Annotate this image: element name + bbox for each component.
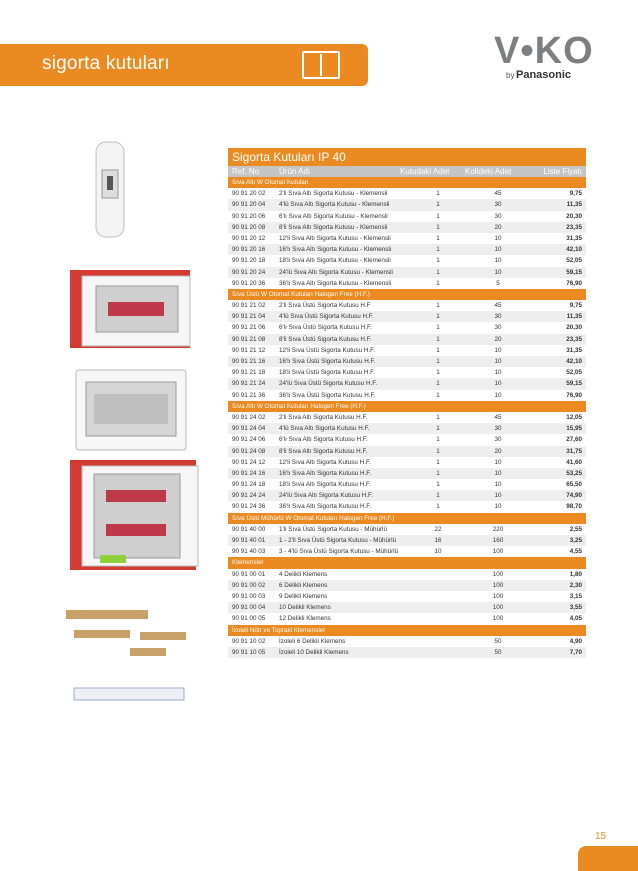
table-row xyxy=(228,345,586,356)
cell-name: 16'lı Sıva Altı Sigorta Kutusu - Klemensli xyxy=(279,246,392,254)
cell-colis-qty: 10 xyxy=(494,458,502,466)
table-row xyxy=(228,434,586,445)
cell-ref: 90 91 24 18 xyxy=(232,481,266,489)
cell-colis-qty: 30 xyxy=(494,201,502,209)
table-row xyxy=(228,367,586,378)
cell-box-qty: 1 xyxy=(436,481,440,489)
cell-ref: 90 91 21 08 xyxy=(232,335,266,343)
cell-price: 3,15 xyxy=(569,592,582,600)
cell-ref: 90 91 21 12 xyxy=(232,346,266,354)
cell-ref: 90 91 00 03 xyxy=(232,592,266,600)
table-row xyxy=(228,222,586,233)
section-header: Sıva Altı W Otomat Kutuları xyxy=(228,177,586,188)
cell-name: 18'li Sıva Altı Sigorta Kutusu - Klemensli xyxy=(279,257,391,265)
cell-box-qty: 1 xyxy=(436,346,440,354)
cell-name: 1'li Sıva Üstü Sigorta Kutusu - Mühürlü xyxy=(279,525,387,533)
cell-colis-qty: 220 xyxy=(492,525,504,533)
column-box-qty: Kutudaki Adet xyxy=(400,167,450,176)
cell-box-qty: 1 xyxy=(436,279,440,287)
table-row xyxy=(228,591,586,602)
cell-name: 1 - 2'li Sıva Üstü Sigorta Kutusu - Mühürlü xyxy=(279,537,397,544)
cell-price: 4,55 xyxy=(569,548,582,556)
table-row xyxy=(228,188,586,199)
table-row xyxy=(228,479,586,490)
cell-ref: 90 91 21 04 xyxy=(232,313,266,321)
table-header xyxy=(228,166,586,177)
cell-colis-qty: 100 xyxy=(492,592,504,600)
cell-box-qty: 22 xyxy=(434,525,442,533)
cell-ref: 90 91 24 04 xyxy=(232,425,266,433)
table-row xyxy=(228,267,586,278)
cell-ref: 90 91 24 12 xyxy=(232,458,266,466)
cell-ref: 90 91 40 00 xyxy=(232,525,266,533)
cell-price: 74,90 xyxy=(566,492,582,500)
cell-ref: 90 91 40 03 xyxy=(232,548,266,556)
cell-price: 20,30 xyxy=(566,212,582,220)
cell-box-qty: 1 xyxy=(436,391,440,399)
cell-ref: 90 91 20 04 xyxy=(232,201,266,209)
cell-box-qty: 1 xyxy=(436,313,440,321)
product-image-flush-box-1 xyxy=(70,270,190,348)
cell-colis-qty: 10 xyxy=(494,234,502,242)
cell-ref: 90 91 20 08 xyxy=(232,223,266,231)
table-row xyxy=(228,412,586,423)
cell-box-qty: 1 xyxy=(436,413,440,421)
section-header: Sıva Altı W Otomat Kutuları Halogen Free (H.F.) xyxy=(228,401,586,412)
cell-colis-qty: 45 xyxy=(494,302,502,310)
table-row xyxy=(228,580,586,591)
cell-ref: 90 91 20 02 xyxy=(232,190,266,198)
cell-ref: 90 91 21 16 xyxy=(232,358,266,365)
cell-price: 7,70 xyxy=(569,648,582,656)
cell-box-qty: 1 xyxy=(436,492,440,500)
cell-price: 76,90 xyxy=(566,391,582,399)
cell-price: 31,35 xyxy=(566,346,582,354)
product-image-tall-box xyxy=(96,142,124,237)
table-row xyxy=(228,647,586,658)
table-row xyxy=(228,390,586,401)
cell-name: 8'li Sıva Altı Sigorta Kutusu H.F. xyxy=(279,447,368,455)
cell-name: 12'li Sıva Altı Sigorta Kutusu H.F. xyxy=(279,458,371,466)
cell-ref: 90 91 24 36 xyxy=(232,503,266,511)
cell-name: 8'li Sıva Üstü Sigorta Kutusu H.F. xyxy=(279,335,372,343)
cell-box-qty: 1 xyxy=(436,223,440,231)
cell-ref: 90 91 00 01 xyxy=(232,570,266,578)
cell-box-qty: 1 xyxy=(436,447,440,455)
cell-colis-qty: 10 xyxy=(494,358,502,365)
cell-name: 12 Delikli Klemens xyxy=(279,615,331,623)
footer-bar xyxy=(578,846,638,871)
table-row xyxy=(228,356,586,367)
cell-name: 6'lı Sıva Üstü Sigorta Kutusu H.F. xyxy=(279,324,372,332)
cell-price: 15,95 xyxy=(566,425,582,433)
cell-name: İzoleli 6 Delikli Klemens xyxy=(279,637,346,645)
cell-name: 9 Delikli Klemens xyxy=(279,592,328,600)
cell-box-qty: 1 xyxy=(436,268,440,276)
cell-ref: 90 91 21 06 xyxy=(232,324,266,332)
cell-price: 53,25 xyxy=(566,469,582,477)
cell-name: 24'lü Sıva Altı Sigorta Kutusu H.F. xyxy=(279,492,373,500)
cell-ref: 90 91 00 02 xyxy=(232,581,266,589)
section-header: Klemensler xyxy=(228,557,586,568)
cell-name: 36'lı Sıva Üstü Sigorta Kutusu H.F. xyxy=(279,391,376,399)
cell-ref: 90 91 24 08 xyxy=(232,447,266,455)
cell-name: 36'lı Sıva Altı Sigorta Kutusu H.F. xyxy=(279,503,372,511)
cell-colis-qty: 20 xyxy=(494,223,502,231)
cell-name: 2'li Sıva Altı Sigorta Kutusu H.F. xyxy=(279,413,368,421)
cell-colis-qty: 100 xyxy=(492,604,504,612)
cell-name: İzoleli 10 Delikli Klemens xyxy=(279,648,349,656)
cell-ref: 90 91 21 02 xyxy=(232,302,266,310)
cell-price: 11,35 xyxy=(566,201,582,209)
cell-price: 12,05 xyxy=(566,413,582,421)
cell-colis-qty: 10 xyxy=(494,391,502,399)
cell-price: 2,55 xyxy=(569,525,582,533)
cell-ref: 90 91 24 06 xyxy=(232,436,266,444)
cell-colis-qty: 10 xyxy=(494,469,502,477)
cell-price: 23,35 xyxy=(566,335,582,343)
table-row xyxy=(228,311,586,322)
cell-colis-qty: 10 xyxy=(494,257,502,265)
cell-box-qty: 1 xyxy=(436,425,440,433)
table-row xyxy=(228,334,586,345)
cell-ref: 90 91 24 16 xyxy=(232,469,266,477)
cell-ref: 90 91 20 36 xyxy=(232,279,266,287)
table-row xyxy=(228,322,586,333)
brand-partner: Panasonic xyxy=(516,69,572,81)
cell-box-qty: 10 xyxy=(434,548,442,556)
cell-name: 18'li Sıva Altı Sigorta Kutusu H.F. xyxy=(279,481,371,489)
brand-name: V•KO xyxy=(494,30,594,72)
cell-box-qty: 1 xyxy=(436,436,440,444)
table-row xyxy=(228,244,586,255)
table-row xyxy=(228,524,586,535)
cell-box-qty: 1 xyxy=(436,458,440,466)
cell-name: 16'lı Sıva Üstü Sigorta Kutusu H.F. xyxy=(279,358,376,365)
cell-colis-qty: 10 xyxy=(494,268,502,276)
table-row xyxy=(228,423,586,434)
cell-name: 24'lü Sıva Altı Sigorta Kutusu - Klemensli xyxy=(279,268,393,276)
cell-box-qty: 1 xyxy=(436,380,440,388)
cell-colis-qty: 30 xyxy=(494,425,502,433)
table-row xyxy=(228,300,586,311)
table-row xyxy=(228,613,586,624)
cell-name: 6'lı Sıva Altı Sigorta Kutusu - Klemensli xyxy=(279,212,388,220)
cell-colis-qty: 100 xyxy=(492,581,504,589)
cell-box-qty: 1 xyxy=(436,234,440,242)
cell-price: 41,60 xyxy=(566,458,582,466)
table-row xyxy=(228,457,586,468)
cell-box-qty: 1 xyxy=(436,302,440,310)
cell-name: 24'lü Sıva Üstü Sigorta Kutusu H.F. xyxy=(279,380,378,388)
cell-price: 20,30 xyxy=(566,324,582,332)
table-row xyxy=(228,602,586,613)
table-row xyxy=(228,535,586,546)
cell-colis-qty: 20 xyxy=(494,447,502,455)
cell-colis-qty: 45 xyxy=(494,413,502,421)
column-price: Liste Fiyatı xyxy=(543,167,582,176)
fuse-box-icon xyxy=(302,51,340,79)
product-images xyxy=(60,140,220,730)
cell-name: 10 Delikli Klemens xyxy=(279,604,331,612)
cell-colis-qty: 50 xyxy=(494,648,502,656)
product-image-terminal-blocks xyxy=(66,610,186,700)
table-row xyxy=(228,199,586,210)
cell-price: 59,15 xyxy=(566,380,582,388)
cell-box-qty: 1 xyxy=(436,201,440,209)
cell-name: 8'li Sıva Altı Sigorta Kutusu - Klemensli xyxy=(279,223,388,231)
cell-colis-qty: 160 xyxy=(492,537,504,544)
table-row xyxy=(228,546,586,557)
brand-logo xyxy=(486,30,606,90)
column-ref: Ref. No xyxy=(232,167,260,176)
cell-name: 4'lü Sıva Üstü Sigorta Kutusu H.F. xyxy=(279,313,374,321)
cell-box-qty: 1 xyxy=(436,358,440,365)
cell-colis-qty: 100 xyxy=(492,570,504,578)
cell-ref: 90 91 20 06 xyxy=(232,212,266,220)
table-row xyxy=(228,446,586,457)
cell-colis-qty: 50 xyxy=(494,637,502,645)
page-number: 15 xyxy=(595,831,607,842)
table-row xyxy=(228,569,586,580)
cell-price: 52,05 xyxy=(566,257,582,265)
product-image-flush-box-large xyxy=(70,460,198,570)
cell-colis-qty: 10 xyxy=(494,380,502,388)
cell-ref: 90 91 20 16 xyxy=(232,246,266,254)
cell-name: 18'li Sıva Üstü Sigorta Kutusu H.F. xyxy=(279,369,376,377)
cell-name: 6 Delikli Klemens xyxy=(279,581,328,589)
section-header: İzoleli Nötr ve Toprakl Klemensler xyxy=(228,625,586,636)
cell-colis-qty: 10 xyxy=(494,346,502,354)
table-row xyxy=(228,501,586,512)
table-row xyxy=(228,636,586,647)
cell-box-qty: 1 xyxy=(436,369,440,377)
banner-title: sigorta kutuları xyxy=(42,53,170,74)
table-title: Sigorta Kutuları IP 40 xyxy=(228,148,586,166)
cell-ref: 90 91 21 36 xyxy=(232,391,266,399)
cell-price: 4,90 xyxy=(569,637,582,645)
cell-price: 23,35 xyxy=(566,223,582,231)
cell-ref: 90 91 10 02 xyxy=(232,637,266,645)
cell-price: 9,75 xyxy=(569,302,582,310)
cell-colis-qty: 10 xyxy=(494,492,502,500)
column-colis-qty: Kolideki Adet xyxy=(465,167,512,176)
table-row xyxy=(228,378,586,389)
cell-box-qty: 1 xyxy=(436,469,440,477)
cell-colis-qty: 30 xyxy=(494,436,502,444)
table-row xyxy=(228,211,586,222)
cell-ref: 90 91 21 18 xyxy=(232,369,266,377)
cell-colis-qty: 10 xyxy=(494,481,502,489)
cell-box-qty: 1 xyxy=(436,257,440,265)
table-body xyxy=(228,177,586,658)
cell-name: 16'lı Sıva Altı Sigorta Kutusu H.F. xyxy=(279,469,372,477)
cell-ref: 90 91 24 02 xyxy=(232,413,266,421)
cell-box-qty: 1 xyxy=(436,324,440,332)
cell-price: 27,60 xyxy=(566,436,582,444)
cell-price: 42,10 xyxy=(566,246,582,254)
cell-price: 76,90 xyxy=(566,279,582,287)
table-row xyxy=(228,468,586,479)
table-row xyxy=(228,278,586,289)
cell-ref: 90 91 20 12 xyxy=(232,234,266,242)
cell-price: 4,05 xyxy=(569,615,582,623)
cell-ref: 90 91 20 24 xyxy=(232,268,266,276)
cell-price: 1,80 xyxy=(569,570,582,578)
cell-colis-qty: 5 xyxy=(496,279,500,287)
cell-name: 36'lı Sıva Altı Sigorta Kutusu - Klemensli xyxy=(279,279,392,287)
cell-name: 2'li Sıva Üstü Sigorta Kutusu H.F xyxy=(279,302,371,310)
cell-colis-qty: 20 xyxy=(494,335,502,343)
cell-box-qty: 1 xyxy=(436,190,440,198)
cell-price: 2,30 xyxy=(569,581,582,589)
cell-price: 31,35 xyxy=(566,234,582,242)
cell-box-qty: 16 xyxy=(434,537,442,544)
cell-colis-qty: 10 xyxy=(494,503,502,511)
cell-price: 3,25 xyxy=(569,537,582,544)
cell-box-qty: 1 xyxy=(436,335,440,343)
cell-colis-qty: 30 xyxy=(494,212,502,220)
cell-price: 52,05 xyxy=(566,369,582,377)
cell-price: 59,15 xyxy=(566,268,582,276)
cell-ref: 90 91 21 24 xyxy=(232,380,266,388)
cell-name: 3 - 4'lü Sıva Üstü Sigorta Kutusu - Mühürlü xyxy=(279,548,399,556)
cell-ref: 90 91 10 05 xyxy=(232,648,266,656)
cell-name: 12'li Sıva Altı Sigorta Kutusu - Klemensli xyxy=(279,234,391,242)
cell-price: 3,55 xyxy=(569,604,582,612)
cell-ref: 90 91 00 05 xyxy=(232,615,266,623)
cell-name: 12'li Sıva Üstü Sigorta Kutusu H.F. xyxy=(279,346,376,354)
price-table xyxy=(228,148,586,658)
cell-colis-qty: 100 xyxy=(492,615,504,623)
cell-colis-qty: 45 xyxy=(494,190,502,198)
table-row xyxy=(228,233,586,244)
cell-price: 11,35 xyxy=(566,313,582,321)
cell-name: 4 Delikli Klemens xyxy=(279,570,328,578)
cell-price: 98,70 xyxy=(566,503,582,511)
cell-colis-qty: 10 xyxy=(494,246,502,254)
section-header: Sıva Üstü Mühürlü W Otomat Kutuları Halogen Free (H.F.) xyxy=(228,513,586,524)
cell-colis-qty: 30 xyxy=(494,324,502,332)
cell-box-qty: 1 xyxy=(436,212,440,220)
cell-colis-qty: 10 xyxy=(494,369,502,377)
cell-name: 4'lü Sıva Altı Sigorta Kutusu - Klemensli xyxy=(279,201,390,209)
table-row xyxy=(228,255,586,266)
cell-box-qty: 1 xyxy=(436,503,440,511)
table-row xyxy=(228,490,586,501)
cell-price: 65,50 xyxy=(566,481,582,489)
cell-ref: 90 91 20 18 xyxy=(232,257,266,265)
column-name: Ürün Adı xyxy=(279,167,311,176)
cell-price: 31,75 xyxy=(566,447,582,455)
cell-colis-qty: 100 xyxy=(492,548,504,556)
cell-box-qty: 1 xyxy=(436,246,440,254)
cell-name: 6'lı Sıva Altı Sigorta Kutusu H.F. xyxy=(279,436,368,444)
cell-ref: 90 91 24 24 xyxy=(232,492,266,500)
product-image-surface-box xyxy=(76,370,186,450)
cell-price: 9,75 xyxy=(569,190,582,198)
cell-name: 2'li Sıva Altı Sigorta Kutusu - Klemensli xyxy=(279,190,388,198)
cell-name: 4'lü Sıva Altı Sigorta Kutusu H.F. xyxy=(279,425,370,433)
cell-ref: 90 91 00 04 xyxy=(232,604,266,612)
section-header: Sıva Üstü W Otomat Kutuları Halogen Free (H.F.) xyxy=(228,289,586,300)
cell-price: 42,10 xyxy=(566,358,582,365)
brand-by: by xyxy=(506,71,515,80)
cell-colis-qty: 30 xyxy=(494,313,502,321)
cell-ref: 90 91 40 01 xyxy=(232,537,266,544)
